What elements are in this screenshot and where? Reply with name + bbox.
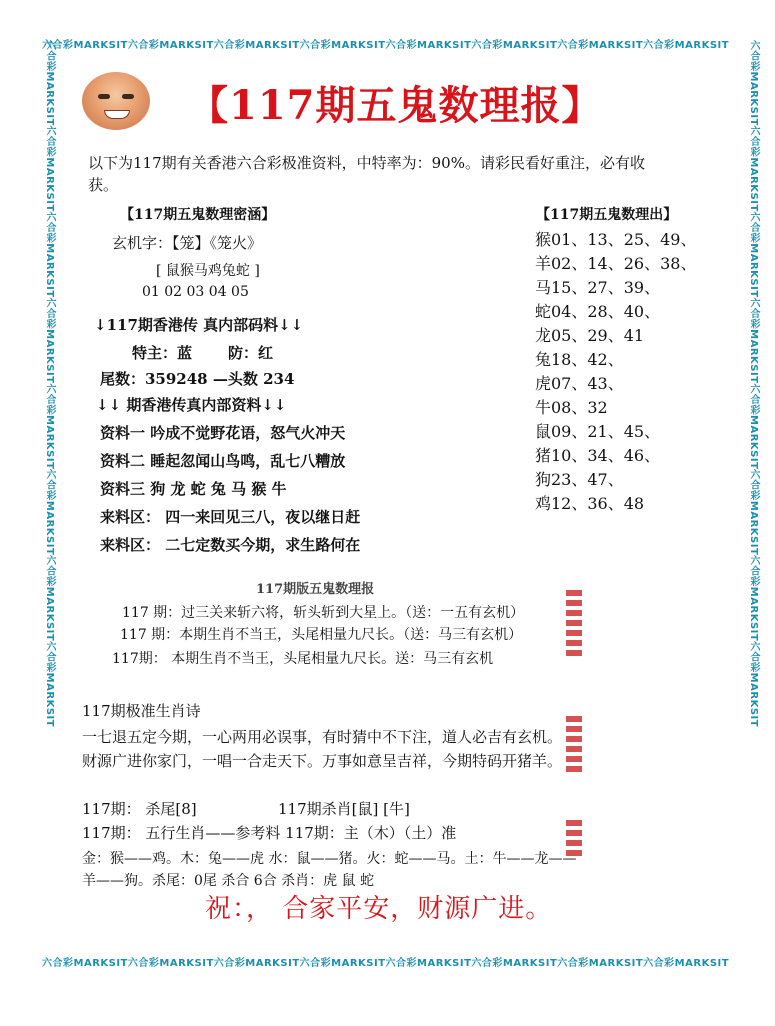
- inside-info-title: ↓↓ 期香港传真内部资料↓↓: [96, 396, 287, 414]
- number-row: 马15、27、39、: [535, 278, 661, 297]
- xuanji-text: 玄机字：【笼】《笼火》: [112, 234, 263, 252]
- number-row: 猴01、13、25、49、: [535, 230, 697, 249]
- right-border: 六合彩MARKSIT六合彩MARKSIT六合彩MARKSIT六合彩MARKSIT六合彩MARKSIT六合彩MARKSIT六合彩MARKSIT六合彩MARKSIT: [748, 40, 759, 728]
- bottom-border: 六合彩MARKSIT六合彩MARKSIT六合彩MARKSIT六合彩MARKSIT六合彩MARKSIT六合彩MARKSIT六合彩MARKSIT六合彩MARKSIT: [42, 958, 730, 969]
- avatar: [82, 72, 150, 130]
- left-section-title: 【117期五鬼数理密涵】: [120, 207, 276, 223]
- laoliao-1: 来料区： 四一来回见三八，夜以继日赶: [100, 508, 361, 526]
- red-stamp-strip: [566, 716, 582, 776]
- top-border: 六合彩MARKSIT六合彩MARKSIT六合彩MARKSIT六合彩MARKSIT六合彩MARKSIT六合彩MARKSIT六合彩MARKSIT六合彩MARKSIT: [42, 40, 730, 51]
- number-row: 猪10、34、46、: [535, 446, 661, 465]
- avatar-mouth: [104, 110, 130, 119]
- ziliao-3: 资料三 狗 龙 蛇 兔 马 猴 牛: [100, 480, 287, 498]
- tezhu-text: 特主：蓝: [132, 344, 193, 362]
- number-row: 牛08、32: [535, 398, 608, 417]
- poem-line-2: 财源广进你家门，一唱一合走天下。万事如意呈吉祥，今期特码开猪羊。: [82, 752, 563, 770]
- fang-text: 防：红: [228, 344, 274, 362]
- shaxiao-text: 117期杀肖[鼠] [牛]: [278, 800, 410, 818]
- avatar-eye-left: [98, 94, 110, 99]
- wuxing-line-1: 金：猴——鸡。木：兔——虎 水：鼠——猪。火：蛇——马。土：牛——龙——: [82, 851, 577, 867]
- wuxing-title: 117期： 五行生肖——参考料 117期：主（木）（土）准: [82, 824, 457, 842]
- number-row: 兔18、42、: [535, 350, 624, 369]
- left-border: 六合彩MARKSIT六合彩MARKSIT六合彩MARKSIT六合彩MARKSIT六合彩MARKSIT六合彩MARKSIT六合彩MARKSIT六合彩MARKSIT: [44, 40, 55, 728]
- inside-code-title: ↓117期香港传 真内部码料↓↓: [94, 316, 304, 334]
- number-row: 蛇04、28、40、: [535, 302, 661, 321]
- right-section-title: 【117期五鬼数理出】: [536, 207, 678, 223]
- laoliao-2: 来料区： 二七定数买今期，求生路何在: [100, 536, 361, 554]
- number-row: 鼠09、21、45、: [535, 422, 661, 441]
- number-table: [535, 228, 696, 516]
- intro-line-1: 以下为117期有关香港六合彩极准资料，中特率为：90%。请彩民看好重注，必有收: [88, 154, 645, 172]
- number-row: 虎07、43、: [535, 374, 624, 393]
- poem-line-1: 一七退五定今期，一心两用必误事，有时猜中不下注，道人必吉有玄机。: [82, 728, 563, 746]
- faded-title: 117期版五鬼数理报: [256, 582, 375, 597]
- number-row: 羊02、14、26、38、: [535, 254, 697, 273]
- poem-title: 117期极准生肖诗: [82, 702, 201, 720]
- red-stamp-strip: [566, 590, 582, 660]
- number-row: 龙05、29、41: [535, 326, 645, 345]
- blessing-text: 祝：， 合家平安，财源广进。: [205, 894, 553, 924]
- intro-line-2: 获。: [88, 176, 119, 194]
- avatar-eye-right: [122, 94, 134, 99]
- middle-line-1: 117 期：过三关来斩六将，斩头斩到大星上。（送：一五有玄机）: [122, 605, 525, 621]
- shawei-text: 117期： 杀尾[8]: [82, 800, 197, 818]
- page-title: 【117期五鬼数理报】: [188, 82, 603, 129]
- middle-line-3: 117期： 本期生肖不当王，头尾相量九尺长。送：马三有玄机: [112, 651, 494, 667]
- number-row: 狗23、47、: [535, 470, 624, 489]
- zodiac-list: [ 鼠猴马鸡兔蛇 ]: [156, 263, 260, 279]
- middle-line-2: 117 期：本期生肖不当王，头尾相量九尺长。（送：马三有玄机）: [120, 627, 523, 643]
- number-list: 01 02 03 04 05: [142, 284, 249, 300]
- weishu-text: 尾数：359248 —头数 234: [100, 370, 295, 388]
- number-row: 鸡12、36、48: [535, 494, 645, 513]
- ziliao-2: 资料二 睡起忽闻山鸟鸣，乱七八糟放: [100, 452, 346, 470]
- wuxing-line-2: 羊——狗。杀尾：0尾 杀合 6合 杀肖：虎 鼠 蛇: [82, 873, 375, 889]
- ziliao-1: 资料一 吟成不觉野花语，怒气火冲天: [100, 424, 346, 442]
